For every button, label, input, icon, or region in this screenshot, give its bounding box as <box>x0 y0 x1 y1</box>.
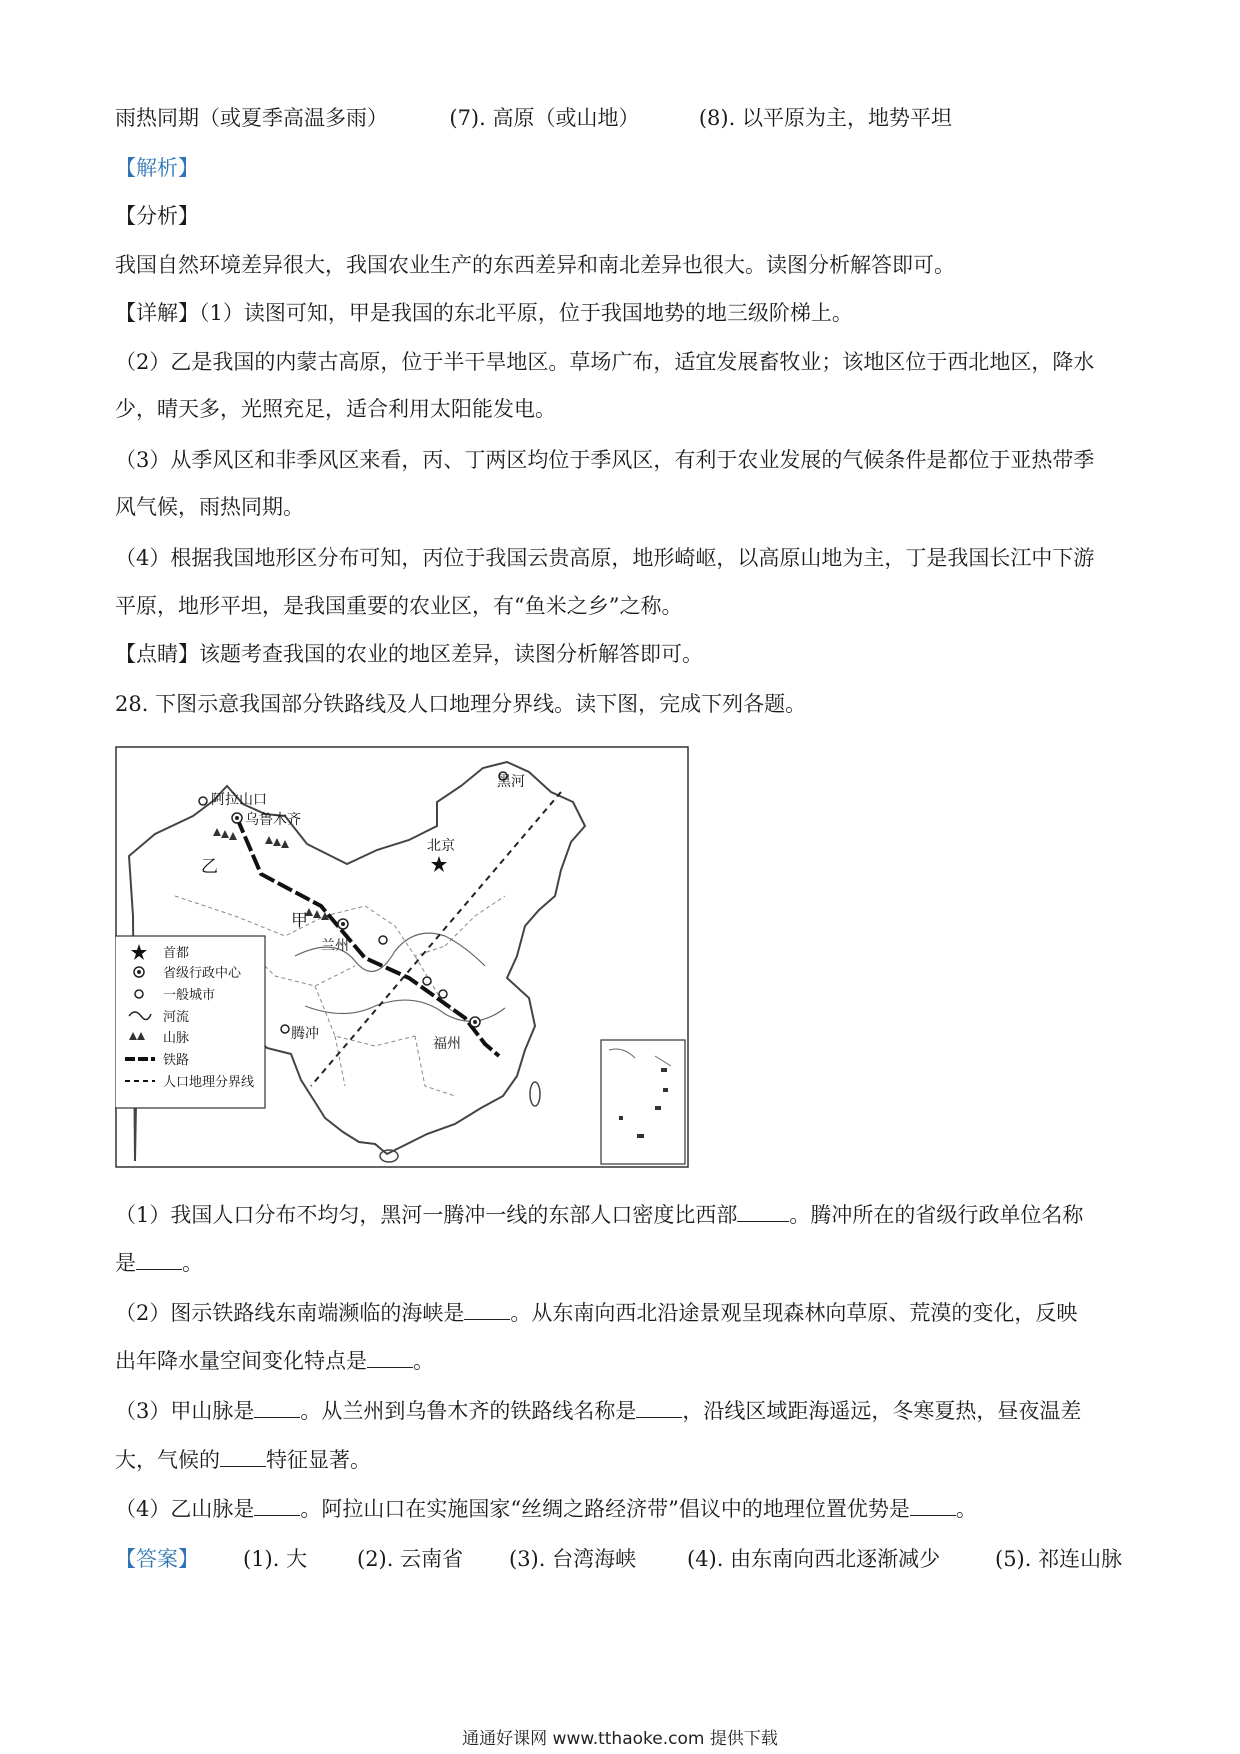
legend-label-river: 河流 <box>163 1010 190 1025</box>
xiangjie-1-text: （1）读图可知，甲是我国的东北平原，位于我国地势的地三级阶梯上。 <box>199 301 853 325</box>
label-heihe: 黑河 <box>497 774 525 790</box>
tengchong-marker <box>281 1025 289 1033</box>
answer-blank[interactable] <box>737 1203 789 1222</box>
dianjing-text: 该题考查我国的农业的地区差异，读图分析解答即可。 <box>199 642 703 666</box>
answer-blank[interactable] <box>464 1301 510 1320</box>
jiexi-heading: 【解析】 <box>115 156 199 180</box>
answer-1: (1). 大 <box>243 1547 308 1571</box>
legend-label-capital: 首都 <box>163 946 190 961</box>
sub-question-2b: 出年降水量空间变化特点是 。 <box>115 1349 434 1373</box>
label-tengchong: 腾冲 <box>291 1026 319 1042</box>
xiangjie-4b: 平原，地形平坦，是我国重要的农业区，有“鱼米之乡”之称。 <box>115 594 683 618</box>
answer-line <box>115 1544 1135 1574</box>
xiangjie-2b: 少，晴天多，光照充足，适合利用太阳能发电。 <box>115 397 556 421</box>
label-lanzhou: 兰州 <box>321 938 349 954</box>
label-urumqi: 乌鲁木齐 <box>245 812 301 828</box>
answer-8-num: (8). <box>698 106 736 130</box>
label-mountain-jia: 甲 <box>291 911 308 931</box>
sub-question-1b: 是 。 <box>115 1251 203 1275</box>
south-china-sea-inset <box>601 1040 685 1164</box>
label-fuzhou: 福州 <box>433 1036 461 1052</box>
legend-label-divide: 人口地理分界线 <box>163 1075 255 1090</box>
xiangjie-label: 【详解】 <box>115 301 199 325</box>
xiangjie-2a: （2）乙是我国的内蒙古高原，位于半干旱地区。草场广布，适宜发展畜牧业；该地区位于西北地区，降水 <box>115 350 1095 374</box>
circle-icon <box>135 990 143 998</box>
page-footer: 通通好课网 www.tthaoke.com 提供下载 <box>462 1729 778 1749</box>
answer-5: (5). 祁连山脉 <box>995 1547 1123 1571</box>
xiangjie-3b: 风气候，雨热同期。 <box>115 495 304 519</box>
sub-question-3b: 大，气候的 特征显著。 <box>115 1448 371 1472</box>
china-railway-map <box>115 746 689 1168</box>
legend-label-city: 一般城市 <box>163 988 216 1003</box>
answer-blank[interactable] <box>367 1349 413 1368</box>
sub-question-3a: （3）甲山脉是 。从兰州到乌鲁木齐的铁路线名称是 ，沿线区域距海遥远，冬寒夏热，昼夜温差 <box>115 1399 1082 1423</box>
alashankou-marker <box>199 797 207 805</box>
xiangjie-4a: （4）根据我国地形区分布可知，丙位于我国云贵高原，地形崎岖，以高原山地为主，丁是我国长江中下游 <box>115 546 1095 570</box>
answer-blank[interactable] <box>254 1497 300 1516</box>
answer-2: (2). 云南省 <box>357 1547 464 1571</box>
answer-7-text: 高原（或山地） <box>492 106 640 130</box>
sub-question-4: （4）乙山脉是 。阿拉山口在实施国家“丝绸之路经济带”倡议中的地理位置优势是 。 <box>115 1497 977 1521</box>
answer-7-num: (7). <box>449 106 486 130</box>
answer-6-text: 雨热同期（或夏季高温多雨） <box>115 106 388 130</box>
dianjing <box>115 639 1135 669</box>
label-mountain-yi: 乙 <box>201 857 218 877</box>
question-28: 28. 下图示意我国部分铁路线及人口地理分界线。读下图，完成下列各题。 <box>115 692 807 716</box>
xiangjie-1 <box>115 298 1135 328</box>
legend-label-mountain: 山脉 <box>163 1031 190 1046</box>
map-legend <box>115 936 265 1108</box>
answer-blank[interactable] <box>136 1251 182 1270</box>
sub-question-2a: （2）图示铁路线东南端濒临的海峡是 。从东南向西北沿途景观呈现森林向草原、荒漠的变化，反映 <box>115 1301 1078 1325</box>
sub-question-1a: （1）我国人口分布不均匀，黑河一腾冲一线的东部人口密度比西部 。腾冲所在的省级行政单位名称 <box>115 1203 1084 1227</box>
label-alashankou: 阿拉山口 <box>211 792 267 808</box>
answer-3: (3). 台湾海峡 <box>509 1547 637 1571</box>
answer-continuation-line <box>115 103 1135 133</box>
fenxi-text: 我国自然环境差异很大，我国农业生产的东西差异和南北差异也很大。读图分析解答即可。 <box>115 253 955 277</box>
dianjing-label: 【点睛】 <box>115 642 199 666</box>
answer-blank[interactable] <box>636 1399 682 1418</box>
legend-label-provincial: 省级行政中心 <box>163 966 242 981</box>
xiangjie-3a: （3）从季风区和非季风区来看，丙、丁两区均位于季风区，有利于农业发展的气候条件是都位于亚热带季 <box>115 448 1095 472</box>
fenxi-heading: 【分析】 <box>115 204 199 228</box>
label-beijing: 北京 <box>427 838 455 854</box>
answer-8-text: 以平原为主，地势平坦 <box>741 106 952 130</box>
answer-label: 【答案】 <box>115 1547 199 1571</box>
answer-4: (4). 由东南向西北逐渐减少 <box>687 1547 941 1571</box>
answer-blank[interactable] <box>220 1448 266 1467</box>
legend-label-railway: 铁路 <box>163 1053 190 1068</box>
answer-blank[interactable] <box>254 1399 300 1418</box>
answer-blank[interactable] <box>910 1497 956 1516</box>
